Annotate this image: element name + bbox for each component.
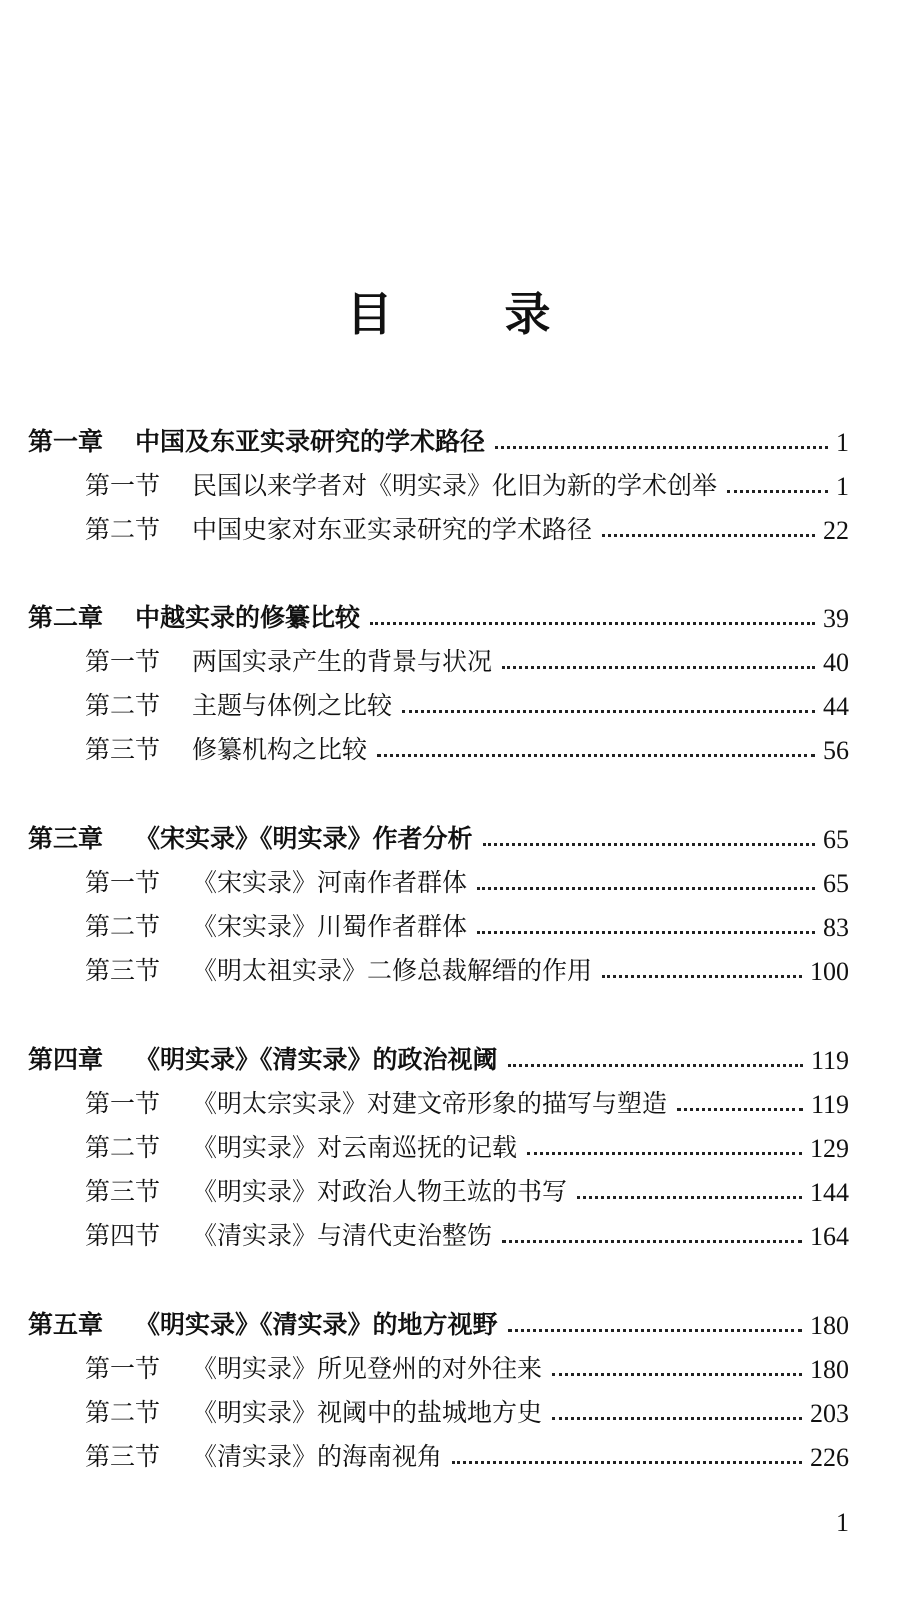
chapter-page-number: 65 [823,825,849,854]
section-page-number: 226 [810,1443,849,1472]
section-label: 第一节 [85,647,161,676]
dot-leader [477,931,815,934]
toc-section-2-3[interactable] [0,726,899,766]
section-page-number: 203 [810,1399,849,1428]
dot-leader [508,1064,803,1067]
toc-section-1-2[interactable] [0,506,899,546]
toc-section-4-4[interactable] [0,1212,899,1252]
section-page-number: 119 [810,1090,849,1119]
chapter-label: 第三章 [28,824,104,853]
section-title: 《明太宗实录》对建文帝形象的描写与塑造 [192,1089,668,1118]
toc-section-5-3[interactable] [0,1433,899,1473]
chapter-label: 第二章 [28,603,104,632]
section-page-number: 100 [810,957,849,986]
section-page-number: 22 [823,516,849,545]
section-title: 《明太祖实录》二修总裁解缙的作用 [192,956,593,985]
chapter-page-number: 1 [836,428,849,457]
chapter-title: 《明实录》《清实录》的政治视阈 [135,1045,498,1074]
folio-page-number: 1 [836,1508,849,1537]
toc-section-3-2[interactable] [0,903,899,943]
section-title: 《清实录》与清代吏治整饬 [192,1221,493,1250]
dot-leader [602,975,802,978]
section-label: 第三节 [85,735,161,764]
toc-section-2-2[interactable] [0,682,899,722]
section-page-number: 1 [836,472,849,501]
section-page-number: 65 [823,869,849,898]
section-page-number: 40 [823,648,849,677]
section-label: 第二节 [85,912,161,941]
section-title: 《明实录》视阈中的盐城地方史 [192,1398,543,1427]
section-page-number: 56 [823,736,849,765]
section-label: 第三节 [85,1442,161,1471]
toc-section-4-1[interactable] [0,1080,899,1120]
toc-chapter-5[interactable] [0,1301,899,1341]
toc-chapter-3[interactable] [0,815,899,855]
section-page-number: 180 [810,1355,849,1384]
section-label: 第一节 [85,1089,161,1118]
page-title-right: 录 [504,287,553,341]
section-title: 《清实录》的海南视角 [192,1442,443,1471]
toc-chapter-2[interactable] [0,594,899,634]
chapter-page-number: 39 [823,604,849,633]
section-label: 第一节 [85,868,161,897]
dot-leader [552,1373,802,1376]
toc-section-5-2[interactable] [0,1389,899,1429]
page-title-left: 目 [346,287,395,341]
toc-chapter-4[interactable] [0,1036,899,1076]
section-page-number: 129 [810,1134,849,1163]
dot-leader [483,843,815,846]
chapter-label: 第一章 [28,427,104,456]
section-label: 第二节 [85,691,161,720]
section-page-number: 44 [823,692,849,721]
section-title: 中国史家对东亚实录研究的学术路径 [192,515,593,544]
section-title: 《明实录》对云南巡抚的记载 [192,1133,518,1162]
section-title: 《明实录》所见登州的对外往来 [192,1354,543,1383]
section-label: 第一节 [85,1354,161,1383]
toc-section-1-1[interactable] [0,462,899,502]
dot-leader [677,1108,803,1111]
toc-section-4-3[interactable] [0,1168,899,1208]
toc-chapter-1[interactable] [0,418,899,458]
chapter-title: 中国及东亚实录研究的学术路径 [135,427,486,456]
section-label: 第三节 [85,1177,161,1206]
dot-leader [402,710,815,713]
section-label: 第二节 [85,1133,161,1162]
toc-section-3-1[interactable] [0,859,899,899]
toc-section-5-1[interactable] [0,1345,899,1385]
chapter-label: 第四章 [28,1045,104,1074]
section-label: 第三节 [85,956,161,985]
chapter-title: 《宋实录》《明实录》作者分析 [135,824,473,853]
chapter-label: 第五章 [28,1310,104,1339]
section-label: 第一节 [85,471,161,500]
chapter-page-number: 180 [810,1311,849,1340]
section-label: 第二节 [85,515,161,544]
dot-leader [502,666,815,669]
dot-leader [502,1240,802,1243]
toc-section-2-1[interactable] [0,638,899,678]
dot-leader [552,1417,802,1420]
section-title: 修纂机构之比较 [192,735,368,764]
section-title: 民国以来学者对《明实录》化旧为新的学术创举 [192,471,718,500]
section-page-number: 144 [810,1178,849,1207]
toc-section-4-2[interactable] [0,1124,899,1164]
dot-leader [452,1461,802,1464]
dot-leader [477,887,815,890]
section-page-number: 164 [810,1222,849,1251]
section-title: 《宋实录》河南作者群体 [192,868,468,897]
section-label: 第二节 [85,1398,161,1427]
section-title: 两国实录产生的背景与状况 [192,647,493,676]
dot-leader [377,754,815,757]
page-title [0,278,899,344]
toc-section-3-3[interactable] [0,947,899,987]
section-title: 《宋实录》川蜀作者群体 [192,912,468,941]
dot-leader [370,622,815,625]
dot-leader [508,1329,802,1332]
section-title: 主题与体例之比较 [192,691,393,720]
dot-leader [495,446,828,449]
dot-leader [577,1196,802,1199]
dot-leader [527,1152,802,1155]
chapter-page-number: 119 [810,1046,849,1075]
section-label: 第四节 [85,1221,161,1250]
section-title: 《明实录》对政治人物王竑的书写 [192,1177,568,1206]
dot-leader [727,490,828,493]
chapter-title: 《明实录》《清实录》的地方视野 [135,1310,498,1339]
dot-leader [602,534,815,537]
section-page-number: 83 [823,913,849,942]
chapter-title: 中越实录的修纂比较 [135,603,361,632]
